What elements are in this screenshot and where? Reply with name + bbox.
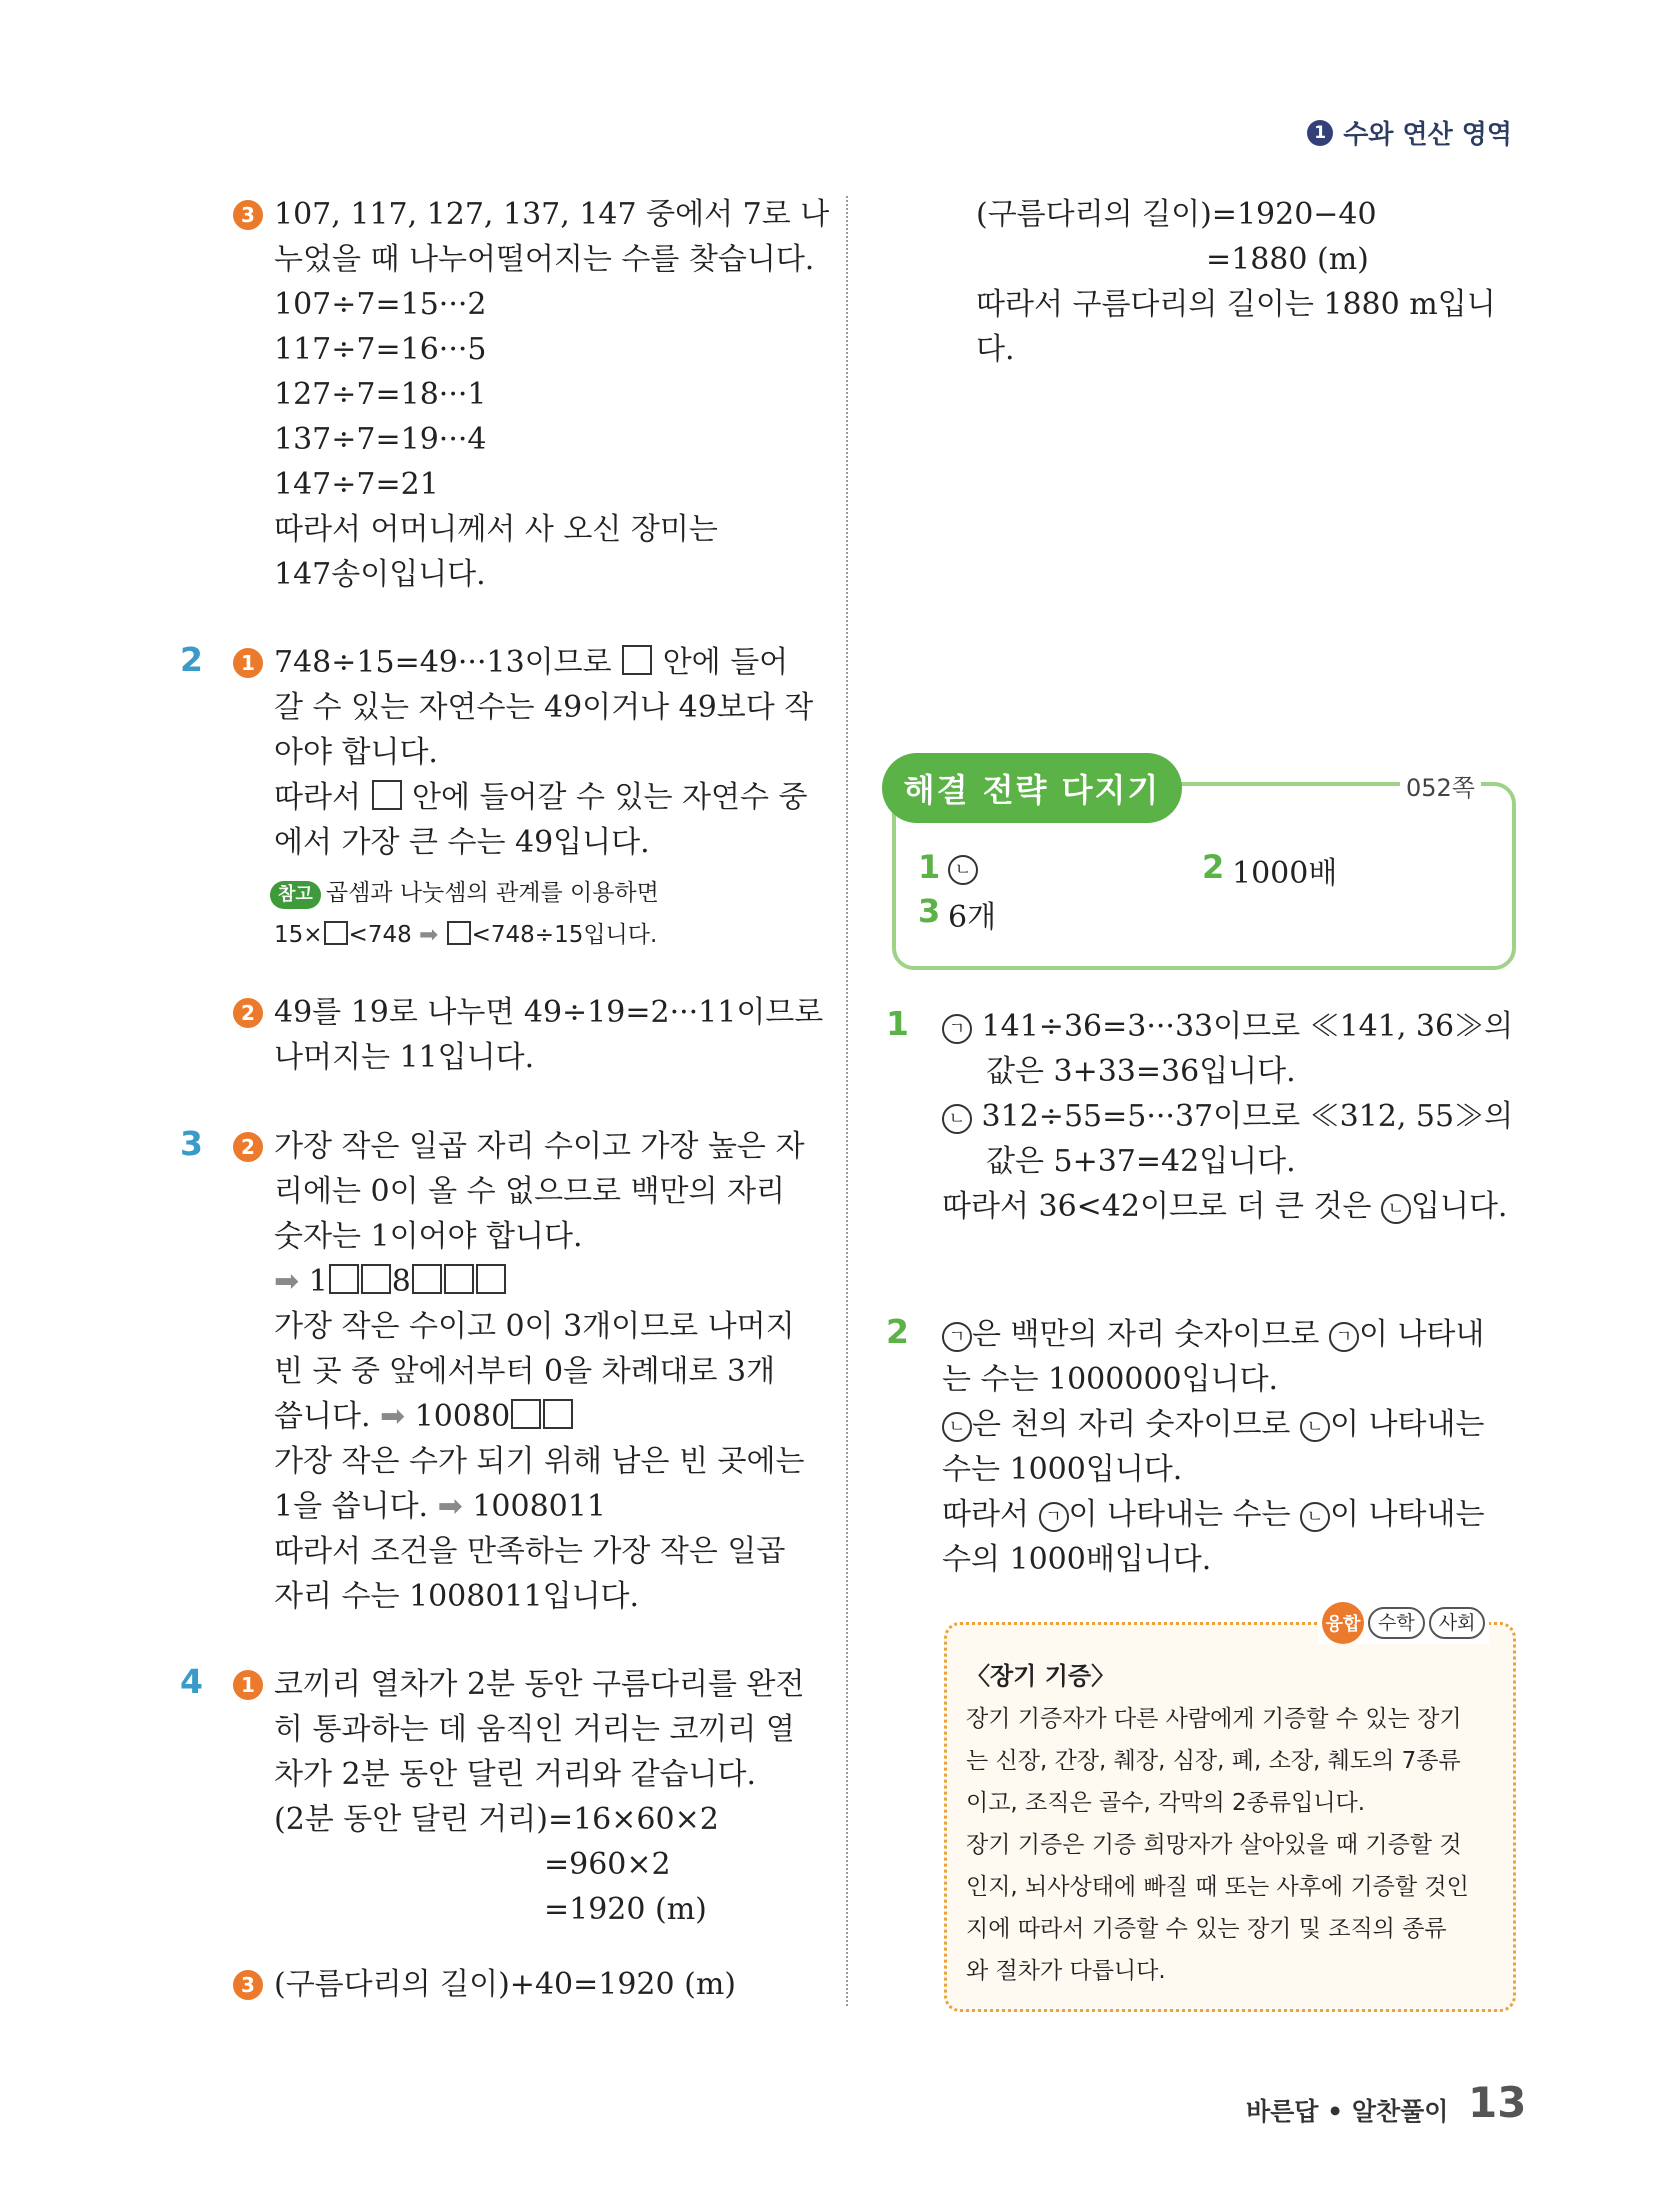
circled-letter: ㄴ <box>1300 1412 1330 1442</box>
text-line: =1880 (m) <box>1206 242 1369 277</box>
text: 안에 들어갈 수 있는 자연수 중 <box>412 780 808 815</box>
text: 10080 <box>414 1399 511 1434</box>
text-line: (구름다리의 길이)=1920−40 <box>976 197 1377 232</box>
text-line: 차가 2분 동안 달린 거리와 같습니다. <box>274 1757 757 1792</box>
fusion-line: 지에 따라서 기증할 수 있는 장기 및 조직의 종류 <box>966 1916 1447 1942</box>
text-line: 107÷7=15···2 <box>274 287 487 322</box>
answer-number-1: 1 <box>918 848 941 886</box>
text: 1008011 <box>472 1489 606 1524</box>
text-line: 가장 작은 일곱 자리 수이고 가장 높은 자 <box>274 1129 805 1164</box>
circled-letter: ㄴ <box>948 855 978 885</box>
text-line: =1920 (m) <box>544 1892 707 1927</box>
text: 은 백만의 자리 숫자이므로 <box>972 1317 1320 1352</box>
text: 이 나타내는 수는 <box>1068 1497 1291 1532</box>
p2-step2 <box>274 990 823 1080</box>
text-line: 127÷7=18···1 <box>274 377 487 412</box>
text-line: 수의 1000배입니다. <box>942 1542 1212 1577</box>
footer-label: 바른답 • 알찬풀이 <box>1246 2097 1449 2126</box>
text-line: 리에는 0이 올 수 없으므로 백만의 자리 <box>274 1174 786 1209</box>
text-line: 갈 수 있는 자연수는 49이거나 49보다 작 <box>274 690 814 725</box>
text-line: 117÷7=16···5 <box>274 332 487 367</box>
text-line: 다. <box>976 332 1015 367</box>
step-badge-1: 1 <box>233 648 263 678</box>
tip-text: 곱셈과 나눗셈의 관계를 이용하면 <box>325 880 659 906</box>
arrow-icon: ➡ <box>274 1264 300 1299</box>
circled-letter: ㄱ <box>942 1014 972 1044</box>
text: 141÷36=3···33이므로 ≪141, 36≫의 <box>981 1009 1514 1044</box>
text-line: 따라서 조건을 만족하는 가장 작은 일곱 <box>274 1534 786 1569</box>
section-number-badge: 1 <box>1307 120 1333 146</box>
blank-box <box>372 780 402 810</box>
step-badge-2: 2 <box>233 998 263 1028</box>
text: 이 나타내는 <box>1329 1407 1485 1442</box>
strategy-page-ref: 052쪽 <box>1400 768 1481 803</box>
circled-letter: ㄴ <box>942 1104 972 1134</box>
p4-solution <box>274 1662 804 1932</box>
blank-box <box>361 1264 391 1294</box>
text-line: 107, 117, 127, 137, 147 중에서 7로 나 <box>274 197 830 232</box>
text: 따라서 <box>274 780 361 815</box>
problem-number-3: 3 <box>180 1124 203 1163</box>
circled-letter: ㄴ <box>942 1412 972 1442</box>
text-line: 빈 곳 중 앞에서부터 0을 차례대로 3개 <box>274 1354 776 1389</box>
text-line: 나머지는 11입니다. <box>274 1040 535 1075</box>
text: 1을 씁니다. <box>274 1489 429 1524</box>
fusion-line: 는 신장, 간장, 췌장, 심장, 폐, 소장, 췌도의 7종류 <box>966 1748 1461 1774</box>
fusion-line: 와 절차가 다릅니다. <box>966 1958 1166 1984</box>
fusion-line: 이고, 조직은 골수, 각막의 2종류입니다. <box>966 1790 1366 1816</box>
fusion-title: 〈장기 기증〉 <box>966 1662 1116 1690</box>
text-line: 따라서 어머니께서 사 오신 장미는 <box>274 512 718 547</box>
column-divider <box>846 196 848 2006</box>
text: 312÷55=5···37이므로 ≪312, 55≫의 <box>981 1099 1514 1134</box>
text-line: 값은 5+37=42입니다. <box>986 1144 1296 1179</box>
blank-box <box>511 1399 541 1429</box>
text-line: 49를 19로 나누면 49÷19=2···11이므로 <box>274 995 824 1030</box>
problem-number-2: 2 <box>886 1312 909 1351</box>
text: 이 나타내는 <box>1329 1497 1485 1532</box>
arrow-icon: ➡ <box>380 1399 406 1434</box>
fusion-badge: 융합 <box>1322 1602 1364 1644</box>
text-line: =960×2 <box>544 1847 671 1882</box>
p3-solution <box>274 1124 804 1619</box>
text: 748÷15=49···13이므로 <box>274 645 612 680</box>
text-line: 가장 작은 수가 되기 위해 남은 빈 곳에는 <box>274 1444 805 1479</box>
blank-box <box>444 1264 474 1294</box>
text-line: 는 수는 1000000입니다. <box>942 1362 1279 1397</box>
answer-value-1 <box>948 850 978 885</box>
text-line: 누었을 때 나누어떨어지는 수를 찾습니다. <box>274 242 815 277</box>
text-line: 가장 작은 수이고 0이 3개이므로 나머지 <box>274 1309 795 1344</box>
section-header <box>1307 114 1512 151</box>
q2-solution <box>942 1312 1484 1582</box>
blank-box <box>543 1399 573 1429</box>
text-line: 값은 3+33=36입니다. <box>986 1054 1296 1089</box>
circled-letter: ㄱ <box>942 1322 972 1352</box>
circled-letter: ㄴ <box>1300 1502 1330 1532</box>
text-line: (2분 동안 달린 거리)=16×60×2 <box>274 1802 719 1837</box>
strategy-title: 해결 전략 다지기 <box>882 753 1182 823</box>
text-line: 아야 합니다. <box>274 735 438 770</box>
blank-box <box>412 1264 442 1294</box>
text-line: 자리 수는 1008011입니다. <box>274 1579 640 1614</box>
text: 따라서 <box>942 1497 1029 1532</box>
text-line: 137÷7=19···4 <box>274 422 487 457</box>
text: <748÷15입니다. <box>471 922 658 948</box>
blank-box <box>476 1264 506 1294</box>
fusion-line: 인지, 뇌사상태에 빠질 때 또는 사후에 기증할 것인 <box>966 1874 1469 1900</box>
text: 은 천의 자리 숫자이므로 <box>972 1407 1291 1442</box>
text: 따라서 36<42이므로 더 큰 것은 <box>942 1189 1372 1224</box>
fusion-line: 장기 기증은 기증 희망자가 살아있을 때 기증할 것 <box>966 1832 1462 1858</box>
step-badge-3: 3 <box>233 200 263 230</box>
text: 1 <box>308 1264 328 1299</box>
p4-continued <box>976 192 1496 372</box>
text: 안에 들어 <box>662 645 789 680</box>
text-line: 147÷7=21 <box>274 467 439 502</box>
text-line: 따라서 구름다리의 길이는 1880 m입니 <box>976 287 1496 322</box>
text: 8 <box>391 1264 411 1299</box>
circled-letter: ㄱ <box>1039 1502 1069 1532</box>
subject-tag-math: 수학 <box>1368 1607 1425 1639</box>
text: <748 <box>348 922 412 948</box>
subject-tag-society: 사회 <box>1429 1607 1486 1639</box>
page-number: 13 <box>1468 2078 1527 2127</box>
blank-box <box>447 921 471 945</box>
arrow-icon: ➡ <box>419 922 439 948</box>
fusion-line: 장기 기증자가 다른 사람에게 기증할 수 있는 장기 <box>966 1706 1462 1732</box>
problem-number-2: 2 <box>180 640 203 679</box>
text: 씁니다. <box>274 1399 371 1434</box>
text-line: 수는 1000입니다. <box>942 1452 1183 1487</box>
p2-solution <box>274 640 813 865</box>
answer-number-2: 2 <box>1202 848 1225 886</box>
step-badge-2: 2 <box>233 1132 263 1162</box>
text: 이 나타내 <box>1358 1317 1485 1352</box>
text-line: (구름다리의 길이)+40=1920 (m) <box>274 1967 736 2002</box>
step-badge-1: 1 <box>233 1670 263 1700</box>
text-line: 히 통과하는 데 움직인 거리는 코끼리 열 <box>274 1712 795 1747</box>
problem-number-1: 1 <box>886 1004 909 1043</box>
blank-box <box>329 1264 359 1294</box>
text: 입니다. <box>1410 1189 1508 1224</box>
tip-line-2 <box>274 916 657 949</box>
circled-letter: ㄴ <box>1381 1194 1411 1224</box>
step-badge-3: 3 <box>233 1970 263 2000</box>
text: 15× <box>274 922 323 948</box>
answer-value-2: 1000배 <box>1232 856 1338 891</box>
arrow-icon: ➡ <box>437 1489 463 1524</box>
q1-solution <box>942 1004 1513 1229</box>
answer-value-3: 6개 <box>948 900 997 935</box>
blank-box <box>622 645 652 675</box>
fusion-badges <box>1318 1602 1489 1644</box>
text-line: 147송이입니다. <box>274 557 486 592</box>
answer-number-3: 3 <box>918 892 941 930</box>
circled-letter: ㄱ <box>1329 1322 1359 1352</box>
p1-solution <box>274 192 829 597</box>
problem-number-4: 4 <box>180 1662 203 1701</box>
text-line: 숫자는 1이어야 합니다. <box>274 1219 583 1254</box>
blank-box <box>324 921 348 945</box>
text-line: 에서 가장 큰 수는 49입니다. <box>274 825 650 860</box>
section-title: 수와 연산 영역 <box>1343 120 1512 150</box>
text-line: 코끼리 열차가 2분 동안 구름다리를 완전 <box>274 1667 805 1702</box>
tip-line-1 <box>270 874 659 909</box>
tip-badge: 참고 <box>270 881 321 909</box>
p4-step3 <box>274 1962 736 2007</box>
